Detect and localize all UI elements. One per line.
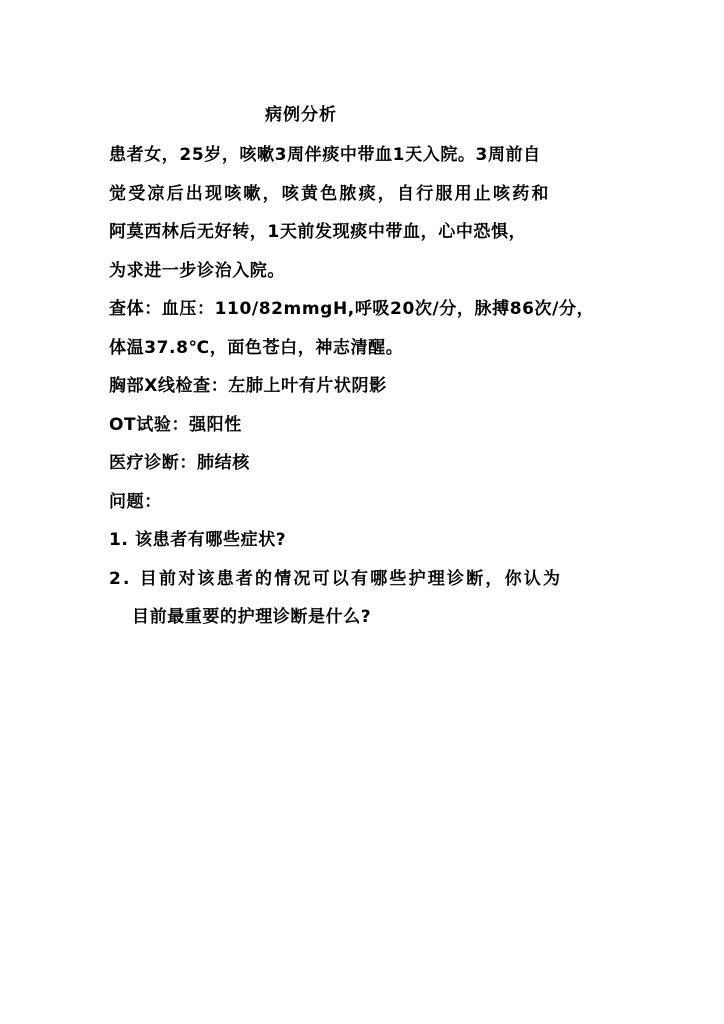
case-line-3: 阿莫西林后无好转，1天前发现痰中带血，心中恐惧， [109,222,527,242]
case-line-2: 觉受凉后出现咳嗽，咳黄色脓痰，自行服用止咳药和 [109,183,551,204]
exam-line-2: 体温37.8℃，面色苍白，神志清醒。 [109,337,404,358]
exam-line-1: 查体：血压：110/82mmgH,呼吸20次/分，脉搏86次/分， [109,299,595,319]
diagnosis-line: 医疗诊断：肺结核 [109,453,250,473]
document-title: 病例分析 [265,105,337,125]
case-text [109,136,629,637]
questions-heading: 问题： [109,491,162,512]
question-1: 1. 该患者有哪些症状? [109,530,287,550]
case-line-1: 患者女，25岁，咳嗽3周伴痰中带血1天入院。3周前自 [109,145,541,165]
question-2: 2. 目前对该患者的情况可以有哪些护理诊断，你认为 [109,568,563,589]
ot-test-line: OT试验：强阳性 [109,414,242,435]
question-2-continued: 目前最重要的护理诊断是什么? [132,607,372,627]
case-line-4: 为求进一步诊治入院。 [109,260,285,281]
xray-line: 胸部X线检查：左肺上叶有片状阴影 [109,376,387,396]
